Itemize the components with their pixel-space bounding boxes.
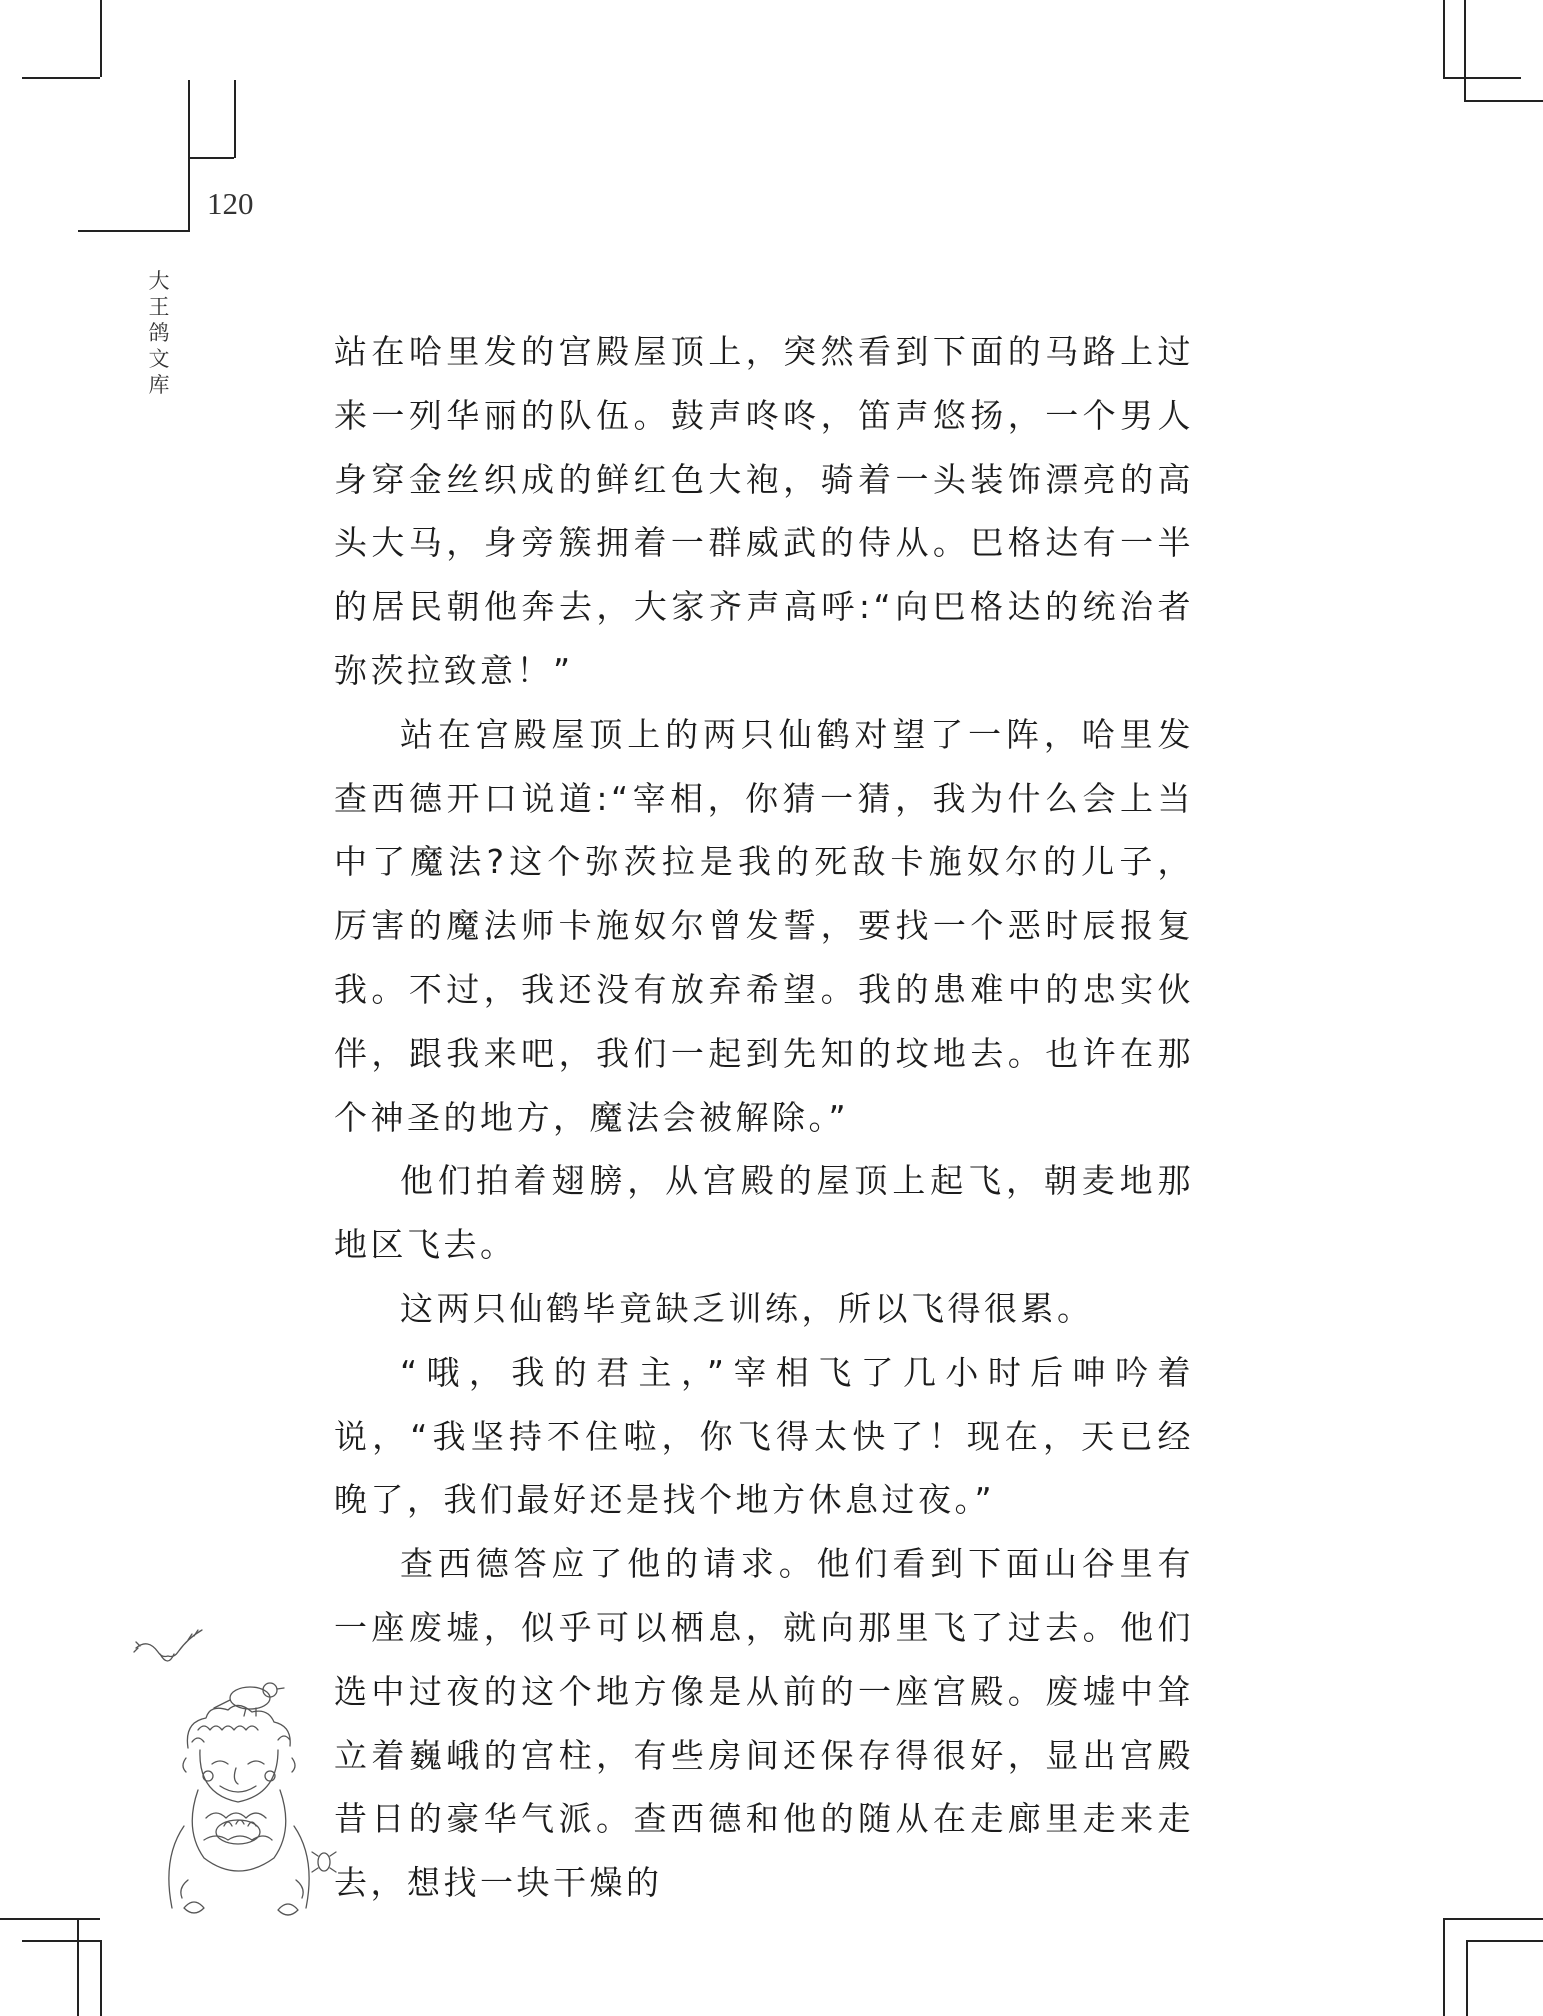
leaf-icon	[278, 1904, 298, 1915]
crop-mark	[1443, 1918, 1543, 1920]
face	[200, 1750, 278, 1802]
crop-mark	[100, 1940, 102, 2016]
illustration-bearded-man-with-birds	[128, 1618, 350, 1918]
crop-mark	[22, 77, 100, 79]
page-number: 120	[207, 186, 254, 221]
crop-mark	[1466, 1940, 1468, 2016]
crop-mark	[188, 158, 190, 230]
series-title: 大王鸽文库	[148, 269, 170, 397]
body-text	[334, 320, 1194, 1915]
body-paragraph: 站在宫殿屋顶上的两只仙鹤对望了一阵，哈里发查西德开口说道:“宰相，你猜一猜，我为什么会上当中了魔法?这个弥茨拉是我的死敌卡施奴尔的儿子，厉害的魔法师卡施奴尔曾发誓，要找一个恶时辰报复我。不过，我还没有放弃希望。我的患难中的忠实伙伴，跟我来吧，我们一起到先知的坟地去。也许在那个神圣的地方，魔法会被解除。”	[334, 714, 1194, 1137]
crop-mark	[100, 0, 102, 77]
leaf-icon	[184, 1902, 204, 1913]
crop-mark	[1466, 1940, 1543, 1942]
crop-mark	[190, 157, 234, 159]
body-paragraph: 这两只仙鹤毕竟缺乏训练，所以飞得很累。	[400, 1288, 1094, 1328]
crop-mark	[22, 1940, 100, 1942]
shoulders	[169, 1826, 309, 1908]
crop-mark	[1443, 0, 1445, 77]
crop-mark	[1464, 0, 1466, 100]
crop-mark	[78, 230, 190, 232]
flying-bird-icon	[134, 1630, 202, 1661]
crop-mark	[1443, 1918, 1445, 2016]
perched-bird-icon	[214, 1683, 284, 1716]
crop-mark	[77, 1918, 79, 2016]
crop-mark	[234, 80, 236, 158]
body-paragraph: “哦，我的君主，”宰相飞了几小时后呻吟着说，“我坚持不住啦，你飞得太快了！现在，天已经晚了，我们最好还是找个地方休息过夜。”	[334, 1352, 1194, 1520]
body-paragraph: 查西德答应了他的请求。他们看到下面山谷里有一座废墟，似乎可以栖息，就向那里飞了过去。他们选中过夜的这个地方像是从前的一座宫殿。废墟中耸立着巍峨的宫柱，有些房间还保存得很好，显出宫殿昔日的豪华气派。查西德和他的随从在走廊里走来走去，想找一块干燥的	[334, 1544, 1194, 1903]
crop-mark	[1443, 77, 1521, 79]
crop-mark	[0, 1918, 100, 1920]
crop-mark	[1464, 100, 1543, 102]
beetle-icon	[312, 1852, 336, 1872]
body-paragraph: 他们拍着翅膀，从宫殿的屋顶上起飞，朝麦地那地区飞去。	[334, 1161, 1194, 1265]
body-paragraph: 站在哈里发的宫殿屋顶上，突然看到下面的马路上过来一列华丽的队伍。鼓声咚咚，笛声悠扬，一个男人身穿金丝织成的鲜红色大袍，骑着一头装饰漂亮的高头大马，身旁簇拥着一群威武的侍从。巴格达有一半的居民朝他奔去，大家齐声高呼:“向巴格达的统治者弥茨拉致意！”	[334, 332, 1194, 690]
